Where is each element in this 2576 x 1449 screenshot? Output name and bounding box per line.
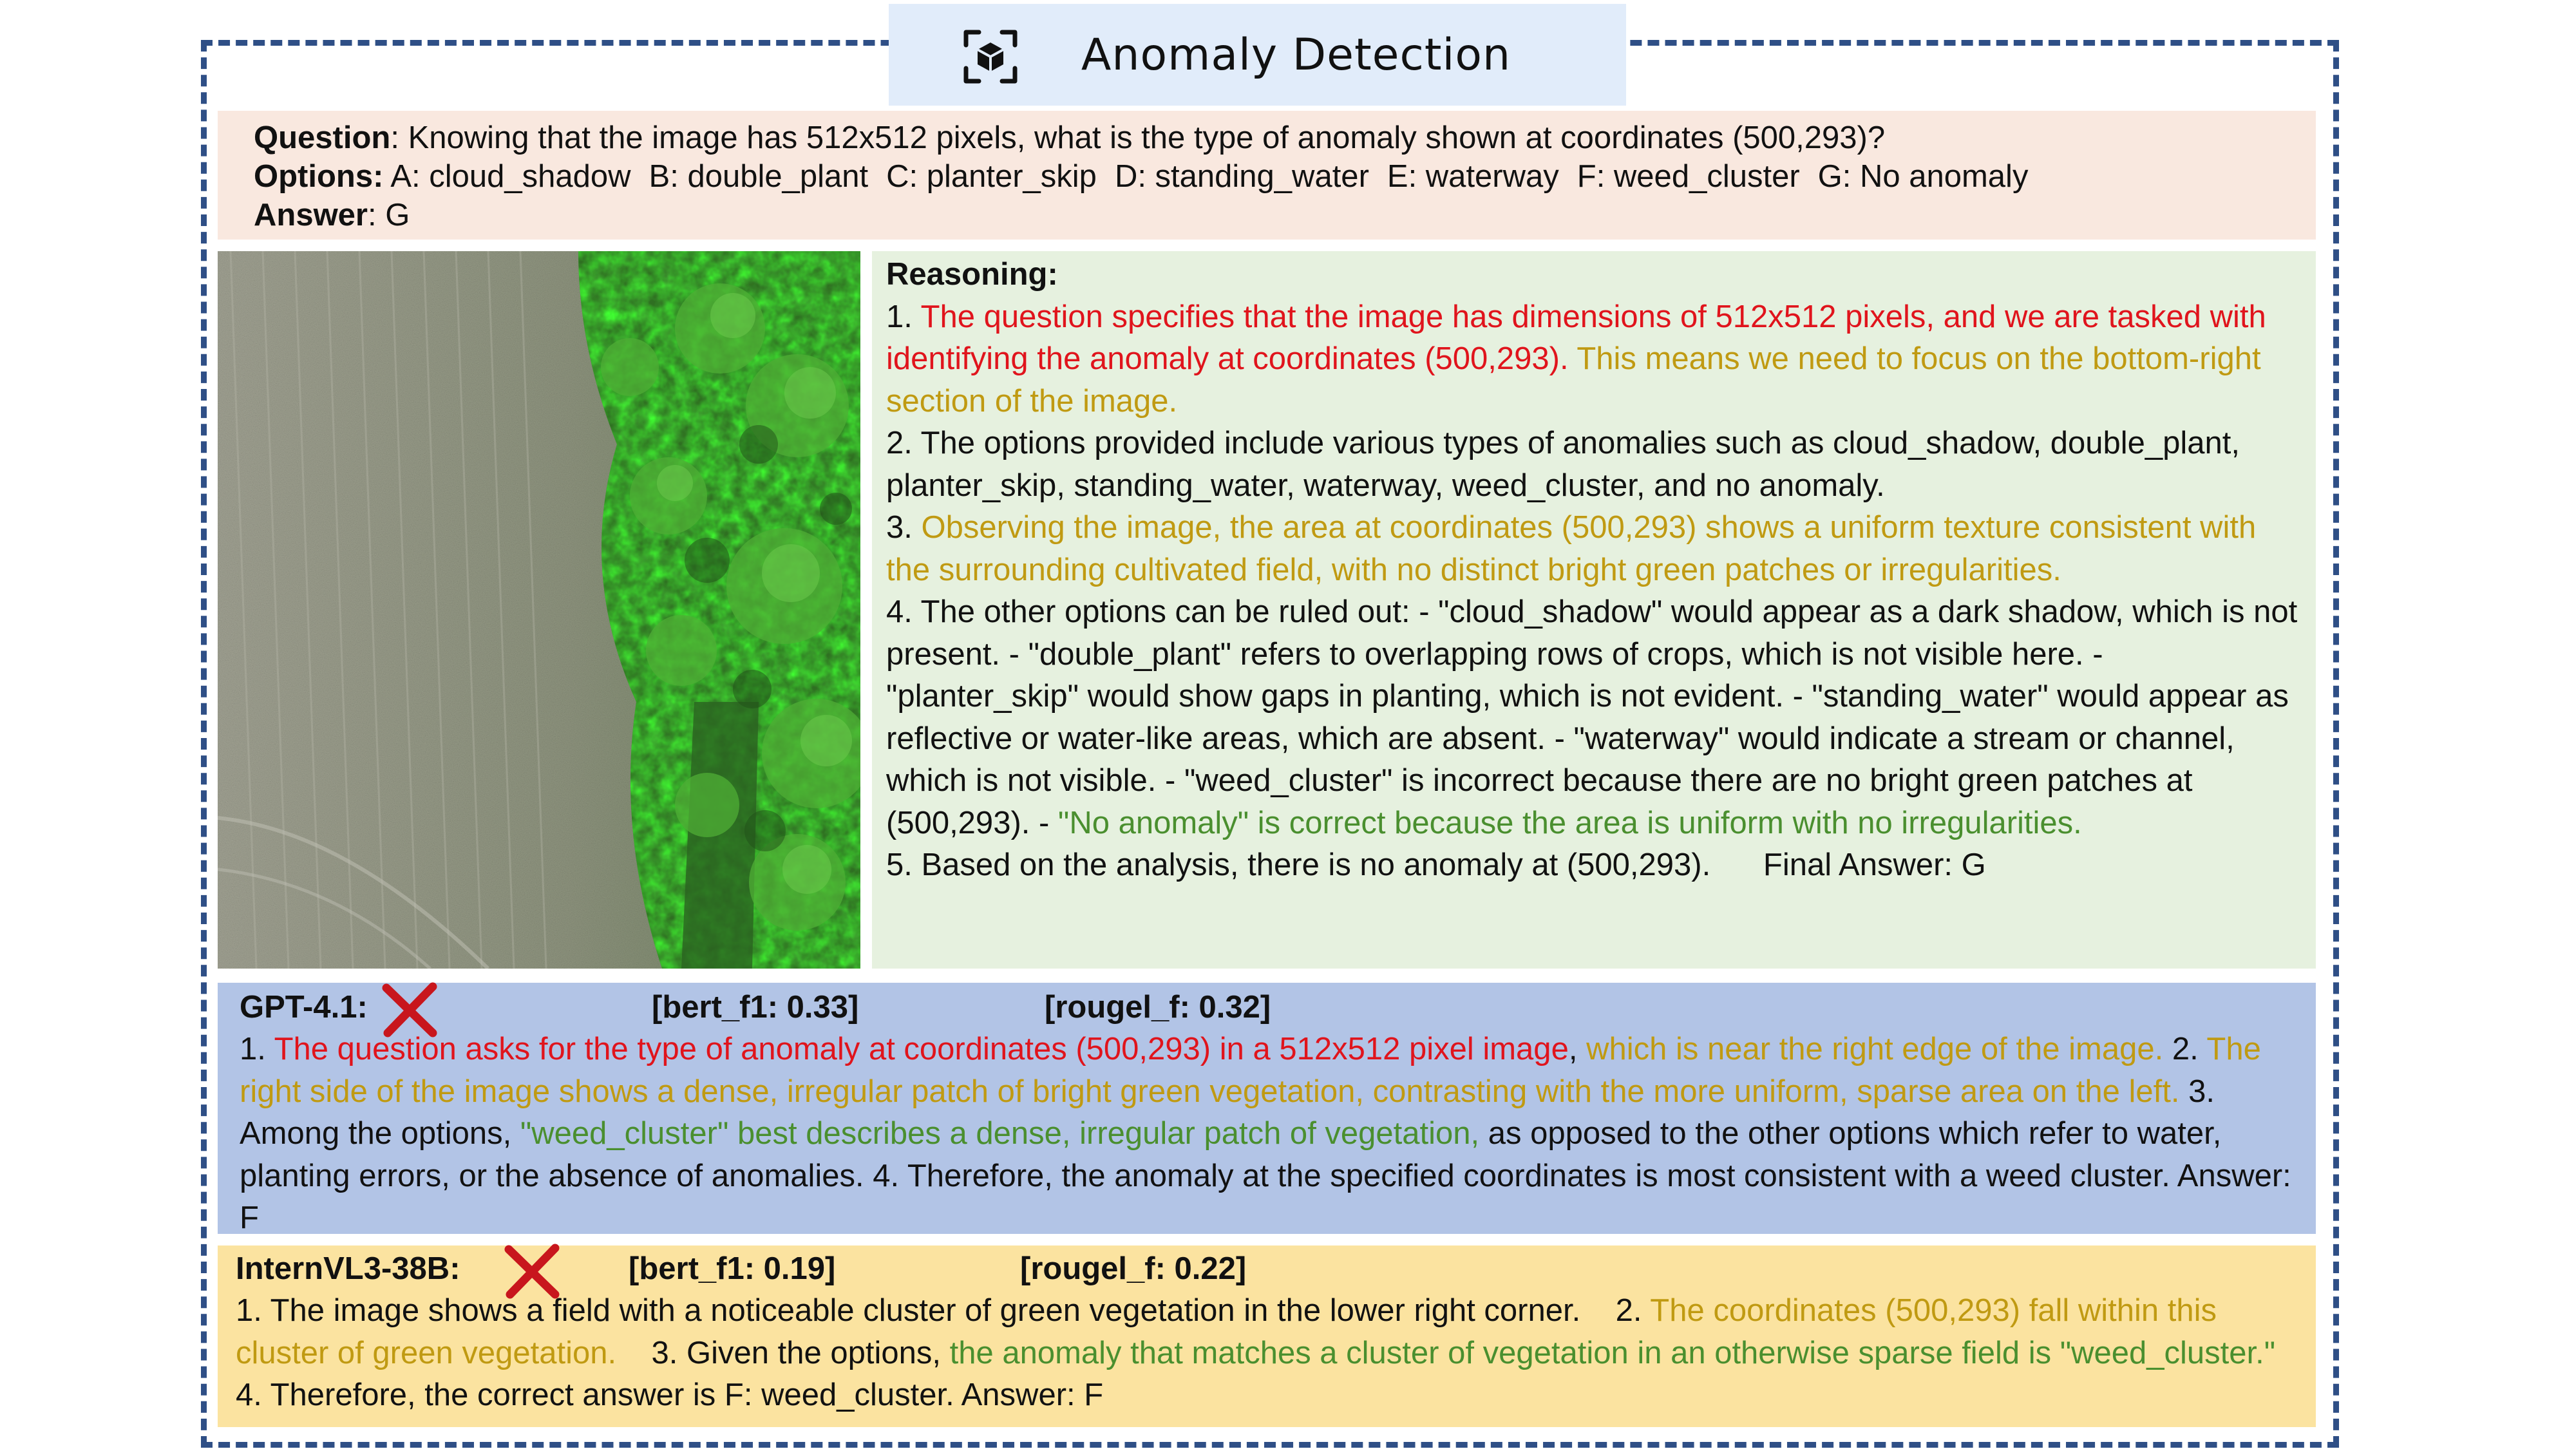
internvl-colon: : [450, 1251, 460, 1286]
internvl-text-1: 1. The image shows a field with a noticeable cluster of green vegetation in the lower right corner. 2. [236, 1293, 1651, 1328]
gpt-colon: : [357, 990, 368, 1025]
internvl-rouge-score: [rougel_f: 0.22] [1020, 1251, 1247, 1286]
reasoning-label: Reasoning: [886, 257, 1058, 292]
internvl-header [236, 1248, 2298, 1290]
reasoning-step-3-number: 3. [886, 510, 922, 545]
options-label: Options: [254, 159, 384, 194]
reasoning-step-1 [886, 296, 2302, 423]
gpt-response-panel [218, 983, 2316, 1234]
question-text: : Knowing that the image has 512x512 pixels, what is the type of anomaly shown at coordinates (500,293)? [390, 120, 1886, 155]
internvl-model-name: InternVL3-38B [236, 1251, 450, 1286]
gpt-response-text [240, 1028, 2294, 1240]
reasoning-step-3-gold: Observing the image, the area at coordinates (500,293) shows a uniform texture consistent with the surrounding cultivated field, with no distinct bright green patches or irregularities. [886, 510, 2257, 587]
internvl-response-panel [218, 1245, 2316, 1427]
option-g: G: No anomaly [1817, 159, 2029, 194]
internvl-text-green: the anomaly that matches a cluster of vegetation in an otherwise sparse field is "weed_cluster." [949, 1335, 2276, 1370]
option-b: B: double_plant [649, 159, 869, 194]
question-label: Question [254, 120, 391, 155]
answer-line [254, 196, 2280, 234]
cube-in-brackets-icon [961, 27, 1020, 86]
internvl-bert-score: [bert_f1: 0.19] [629, 1251, 836, 1286]
reasoning-step-1-gold: This means we need to focus on the bottom-right section of the image. [886, 341, 2261, 419]
title-banner [889, 4, 1626, 106]
gpt-model-name: GPT-4.1 [240, 990, 357, 1025]
gpt-text-red: The question asks for the type of anomaly at coordinates (500,293) in a 512x512 pixel image [274, 1032, 1569, 1066]
answer-text: : G [368, 198, 410, 232]
gpt-text-1: 1. [240, 1032, 274, 1066]
internvl-text-gold: The coordinates (500,293) fall within this cluster of green vegetation. [236, 1293, 2226, 1370]
gpt-text-9: as opposed to the other options which refer to water, planting errors, or the absence of anomalies. 4. Therefore, the anomaly at the specified coordinates is most consistent with a weed cluster. Answer: F [240, 1116, 2291, 1235]
gpt-text-green: "weed_cluster" best describes a dense, irregular patch of vegetation, [520, 1116, 1480, 1151]
option-f: F: weed_cluster [1577, 159, 1800, 194]
option-e: E: waterway [1387, 159, 1559, 194]
gpt-text-3: , [1568, 1032, 1587, 1066]
option-c: C: planter_skip [886, 159, 1097, 194]
page-title: Anomaly Detection [1081, 29, 1511, 80]
question-panel [218, 111, 2316, 240]
reasoning-step-1-number: 1. [886, 299, 921, 334]
reasoning-step-2: 2. The options provided include various types of anomalies such as cloud_shadow, double_plant, planter_skip, standing_water, waterway, weed_cluster, and no anomaly. [886, 426, 2240, 503]
gpt-bert-score: [bert_f1: 0.33] [652, 990, 859, 1025]
reasoning-step-5-text: 5. Based on the analysis, there is no anomaly at (500,293). [886, 848, 1711, 882]
gpt-text-7: 3. Among the options, [240, 1074, 2215, 1151]
option-a: A: cloud_shadow [390, 159, 631, 194]
aerial-field-image [218, 251, 860, 969]
wrong-cross-icon [379, 979, 440, 1041]
gpt-text-gold-1: which is near the right edge of the image. [1586, 1032, 2164, 1066]
final-answer: Final Answer: G [1763, 848, 1986, 882]
question-line [254, 118, 2280, 157]
reasoning-panel [872, 251, 2316, 969]
reasoning-step-4-green: "No anomaly" is correct because the area is uniform with no irregularities. [1057, 805, 2082, 840]
options-line [254, 157, 2280, 196]
answer-label: Answer [254, 198, 368, 232]
option-d: D: standing_water [1114, 159, 1369, 194]
gpt-rouge-score: [rougel_f: 0.32] [1045, 990, 1271, 1025]
reasoning-step-1-red: The question specifies that the image has dimensions of 512x512 pixels, and we are tasked with identifying the anomaly at coordinates (500,293). [886, 299, 2266, 376]
internvl-text-5: 4. Therefore, the correct answer is F: weed_cluster. Answer: F [236, 1335, 2311, 1412]
internvl-response-text [236, 1290, 2311, 1417]
reasoning-step-4-text: 4. The other options can be ruled out: - "cloud_shadow" would appear as a dark shadow, which is not present. - "double_plant" refers to overlapping rows of crops, which is not visible here. - "planter_skip" would show gaps in planting, which is not evident. - "standing_water" would appear as reflective or water-like areas, which are absent. - "waterway" would indicate a stream or channel, which is not visible. - "weed_cluster" is incorrect because there are no bright green patches at (500,293). - [886, 594, 2298, 840]
reasoning-step-5 [886, 844, 2302, 887]
gpt-header [240, 987, 2294, 1028]
gpt-text-5: 2. [2163, 1032, 2207, 1066]
gpt-text-gold-2: The right side of the image shows a dense, irregular patch of bright green vegetation, contrasting with the more uniform, sparse area on the left. [240, 1032, 2261, 1109]
internvl-text-3: 3. Given the options, [616, 1335, 950, 1370]
reasoning-step-3 [886, 507, 2302, 591]
reasoning-step-4 [886, 591, 2302, 844]
wrong-cross-icon [501, 1240, 563, 1302]
